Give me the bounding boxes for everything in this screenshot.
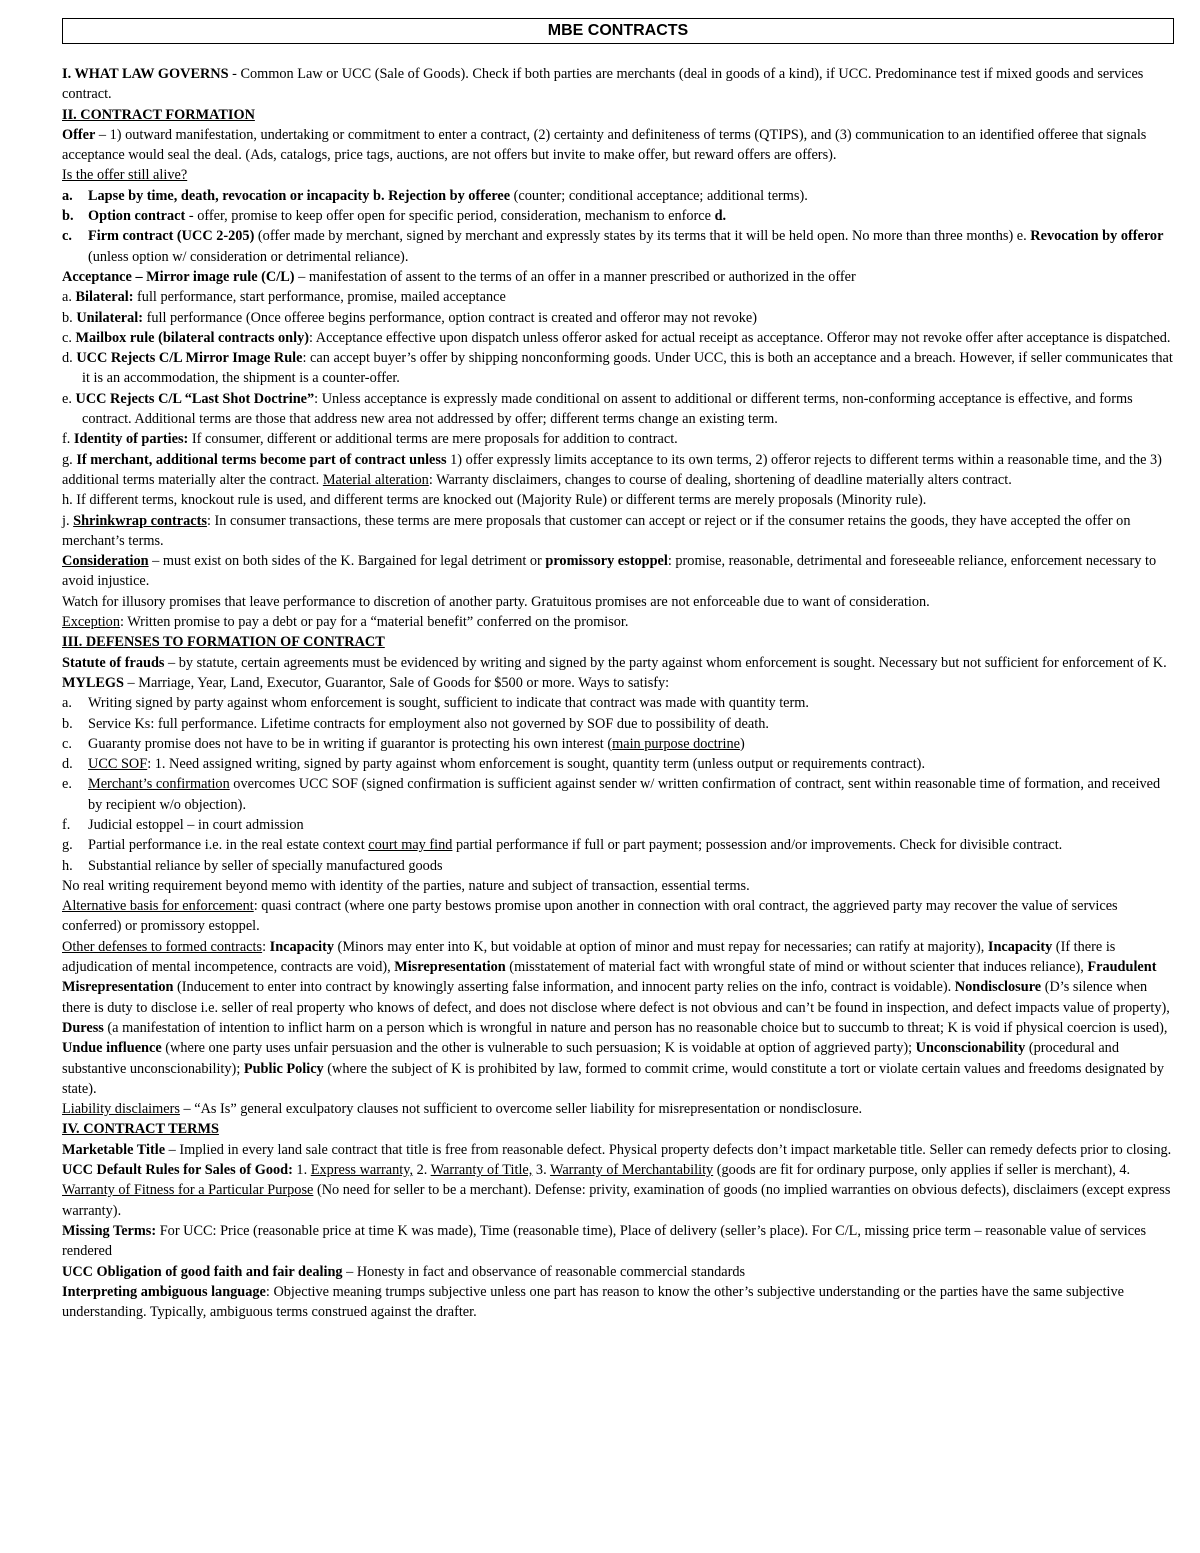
ambiguous-language-paragraph: Interpreting ambiguous language: Objective meaning trumps subjective unless one part has reason to know the other’s subjective understanding or the parties have the same subjective understanding. Typically, ambiguous terms construed against the drafter.: [62, 1283, 1125, 1321]
document-title: MBE CONTRACTS: [62, 18, 1174, 44]
list-item: j. Shrinkwrap contracts: In consumer transactions, these terms are mere proposals that customer can accept or reject or if the consumer retains the goods, they have accepted the offer on merchant’s terms.: [62, 512, 1131, 549]
section-heading-contract-formation: II. CONTRACT FORMATION: [62, 106, 255, 123]
section-heading-defenses: III. DEFENSES TO FORMATION OF CONTRACT: [62, 634, 385, 651]
ucc-default-rules-paragraph: UCC Default Rules for Sales of Good: 1. Express warranty, 2. Warranty of Title, 3. Warranty of Merchantability (goods are fit for ordinary purpose, only applies if seller is merchant), 4. Warranty of Fitness for a Particular Purpose (No need for seller to be a merchant). Defense: privity, examination of goods (no implied warranties on obvious defects), disclaimers (except express warranty).: [62, 1162, 1171, 1219]
list-item: a. Writing signed by party against whom enforcement is sought, sufficient to indicate that contract was made with quantity term.: [62, 695, 809, 712]
good-faith-paragraph: UCC Obligation of good faith and fair dealing – Honesty in fact and observance of reasonable commercial standards: [62, 1263, 746, 1280]
other-defenses-paragraph: Other defenses to formed contracts: Incapacity (Minors may enter into K, but voidable at option of minor and must repay for necessaries; can ratify at majority), Incapacity (If there is adjudication of mental incompetence, contracts are void), Misrepresentation (misstatement of material fact with wrongful state of mind or without scienter that induces reliance), Fraudulent Misrepresentation (Inducement to enter into contract by knowingly asserting false information, and innocent party relies on the info, contract is voidable). Nondisclosure (D’s silence when there is duty to disclose i.e. seller of real property who knows of defect, and does not disclose where defect is not obvious and can’t be found in inspection, and defect impacts value of property), Duress (a manifestation of intention to inflict harm on a person which is wrongful in nature and person has no reasonable choice but to succumb to threat; K is void if physical coercion is used), Undue influence (where one party uses unfair persuasion and the other is vulnerable to such persuasion; K is voidable at option of aggrieved party); Unconscionability (procedural and substantive unconscionability); Public Policy (where the subject of K is prohibited by law, formed to commit crime, would constitute a tort or violate certain values and freedoms designated by state).: [62, 938, 1170, 1097]
list-item: g. If merchant, additional terms become part of contract unless 1) offer expressly limits acceptance to its own terms, 2) offeror rejects to different terms within a reasonable time, and the 3) additional terms materially alter the contract. Material alteration: Warranty disclaimers, changes to course of dealing, shortening of deadline materially alters contract.: [62, 451, 1162, 488]
list-item: h. If different terms, knockout rule is used, and different terms are knocked out (Majority Rule) or different terms are merely proposals (Minority rule).: [62, 492, 927, 509]
list-item: b. Option contract - offer, promise to keep offer open for specific period, consideration, mechanism to enforce d.: [62, 208, 727, 225]
liability-disclaimers-paragraph: Liability disclaimers – “As Is” general exculpatory clauses not sufficient to overcome seller liability for misrepresentation or nondisclosure.: [62, 1101, 863, 1118]
section-heading: I. WHAT LAW GOVERNS: [62, 66, 229, 82]
list-item: a. Bilateral: full performance, start performance, promise, mailed acceptance: [62, 289, 506, 306]
memo-paragraph: No real writing requirement beyond memo with identity of the parties, nature and subject of transaction, essential terms.: [62, 877, 750, 894]
offer-alive-question: Is the offer still alive?: [62, 167, 188, 184]
list-item: e. Merchant’s confirmation overcomes UCC SOF (signed confirmation is sufficient against sender w/ written confirmation of contract, sent within reasonable time of formation, and received by recipient w/o objection).: [62, 776, 1161, 813]
consideration-paragraph: Consideration – must exist on both sides of the K. Bargained for legal detriment or promissory estoppel: promise, reasonable, detrimental and foreseeable reliance, enforcement necessary to avoid injustice.: [62, 553, 1157, 590]
list-item: f. Judicial estoppel – in court admission: [62, 816, 304, 833]
list-item: d. UCC Rejects C/L Mirror Image Rule: can accept buyer’s offer by shipping nonconforming goods. Under UCC, this is both an acceptance and a breach. However, if seller communicates that it is an accommodation, the shipment is a counter-offer.: [62, 350, 1173, 387]
sof-list: [62, 693, 1174, 876]
missing-terms-paragraph: Missing Terms: For UCC: Price (reasonable price at time K was made), Time (reasonable time), Place of delivery (seller’s place). For C/L, missing price term – reasonable value of services rendered: [62, 1222, 1147, 1260]
list-item: d. UCC SOF: 1. Need assigned writing, signed by party against whom enforcement is sought, quantity term (unless output or requirements contract).: [62, 756, 926, 773]
offer-alive-list: [62, 186, 1174, 267]
list-item: c. Firm contract (UCC 2-205) (offer made by merchant, signed by merchant and expressly states by its terms that it will be held open. No more than three months) e. Revocation by offeror (unless option w/ consideration or detrimental reliance).: [62, 228, 1164, 265]
exception-paragraph: Exception: Written promise to pay a debt or pay for a “material benefit” conferred on the promisor.: [62, 614, 629, 631]
document-page: [62, 18, 1174, 1322]
list-item: e. UCC Rejects C/L “Last Shot Doctrine”: Unless acceptance is expressly made conditional on assent to additional or different terms, non-conforming acceptance is effective, and forms contract. Additional terms are those that address new area not addressed by offer; different terms change an existing term.: [62, 390, 1133, 428]
list-item: c. Mailbox rule (bilateral contracts only): Acceptance effective upon dispatch unless offeror asked for actual receipt as acceptance. Offeror may not revoke offer after acceptance is dispatched.: [62, 329, 1171, 346]
statute-of-frauds-paragraph: Statute of frauds – by statute, certain agreements must be evidenced by writing and signed by the party against whom enforcement is sought. Necessary but not sufficient for enforcement of K. MYLEGS – Marriage, Year, Land, Executor, Guarantor, Sale of Goods for $500 or more. Ways to satisfy:: [62, 654, 1167, 691]
list-item: b. Service Ks: full performance. Lifetime contracts for employment also not governed by SOF due to possibility of death.: [62, 715, 769, 732]
list-item: g. Partial performance i.e. in the real estate context court may find partial performance if full or part payment; possession and/or improvements. Check for divisible contract.: [62, 837, 1063, 854]
section-what-law-governs: I. WHAT LAW GOVERNS - Common Law or UCC (Sale of Goods). Check if both parties are merchants (deal in goods of a kind), if UCC. Predominance test if mixed goods and services contract.: [62, 66, 1144, 103]
alternative-basis-paragraph: Alternative basis for enforcement: quasi contract (where one party bestows promise upon another in connection with oral contract, the aggrieved party may recover the value of services conferred) or promissory estoppel.: [62, 898, 1118, 935]
list-item: c. Guaranty promise does not have to be in writing if guarantor is protecting his own interest (main purpose doctrine): [62, 735, 745, 752]
illusory-promises: Watch for illusory promises that leave performance to discretion of another party. Gratuitous promises are not enforceable due to want of consideration.: [62, 593, 930, 610]
acceptance-paragraph: Acceptance – Mirror image rule (C/L) – manifestation of assent to the terms of an offer in a manner prescribed or authorized in the offer: [62, 268, 856, 285]
list-item: f. Identity of parties: If consumer, different or additional terms are mere proposals for addition to contract.: [62, 431, 678, 448]
list-item: a. Lapse by time, death, revocation or incapacity b. Rejection by offeree (counter; conditional acceptance; additional terms).: [62, 187, 808, 204]
list-item: h. Substantial reliance by seller of specially manufactured goods: [62, 857, 443, 874]
offer-paragraph: Offer – 1) outward manifestation, undertaking or commitment to enter a contract, (2) certainty and definiteness of terms (QTIPS), and (3) communication to an identified offeree that signals acceptance would seal the deal. (Ads, catalogs, price tags, auctions, are not offers but invite to make offer, but reward offers are offers).: [62, 126, 1147, 164]
section-heading-contract-terms: IV. CONTRACT TERMS: [62, 1121, 219, 1138]
marketable-title-paragraph: Marketable Title – Implied in every land sale contract that title is free from reasonable defect. Physical property defects don’t impact marketable title. Seller can remedy defects prior to closing.: [62, 1141, 1172, 1158]
list-item: b. Unilateral: full performance (Once offeree begins performance, option contract is created and offeror may not revoke): [62, 309, 757, 326]
